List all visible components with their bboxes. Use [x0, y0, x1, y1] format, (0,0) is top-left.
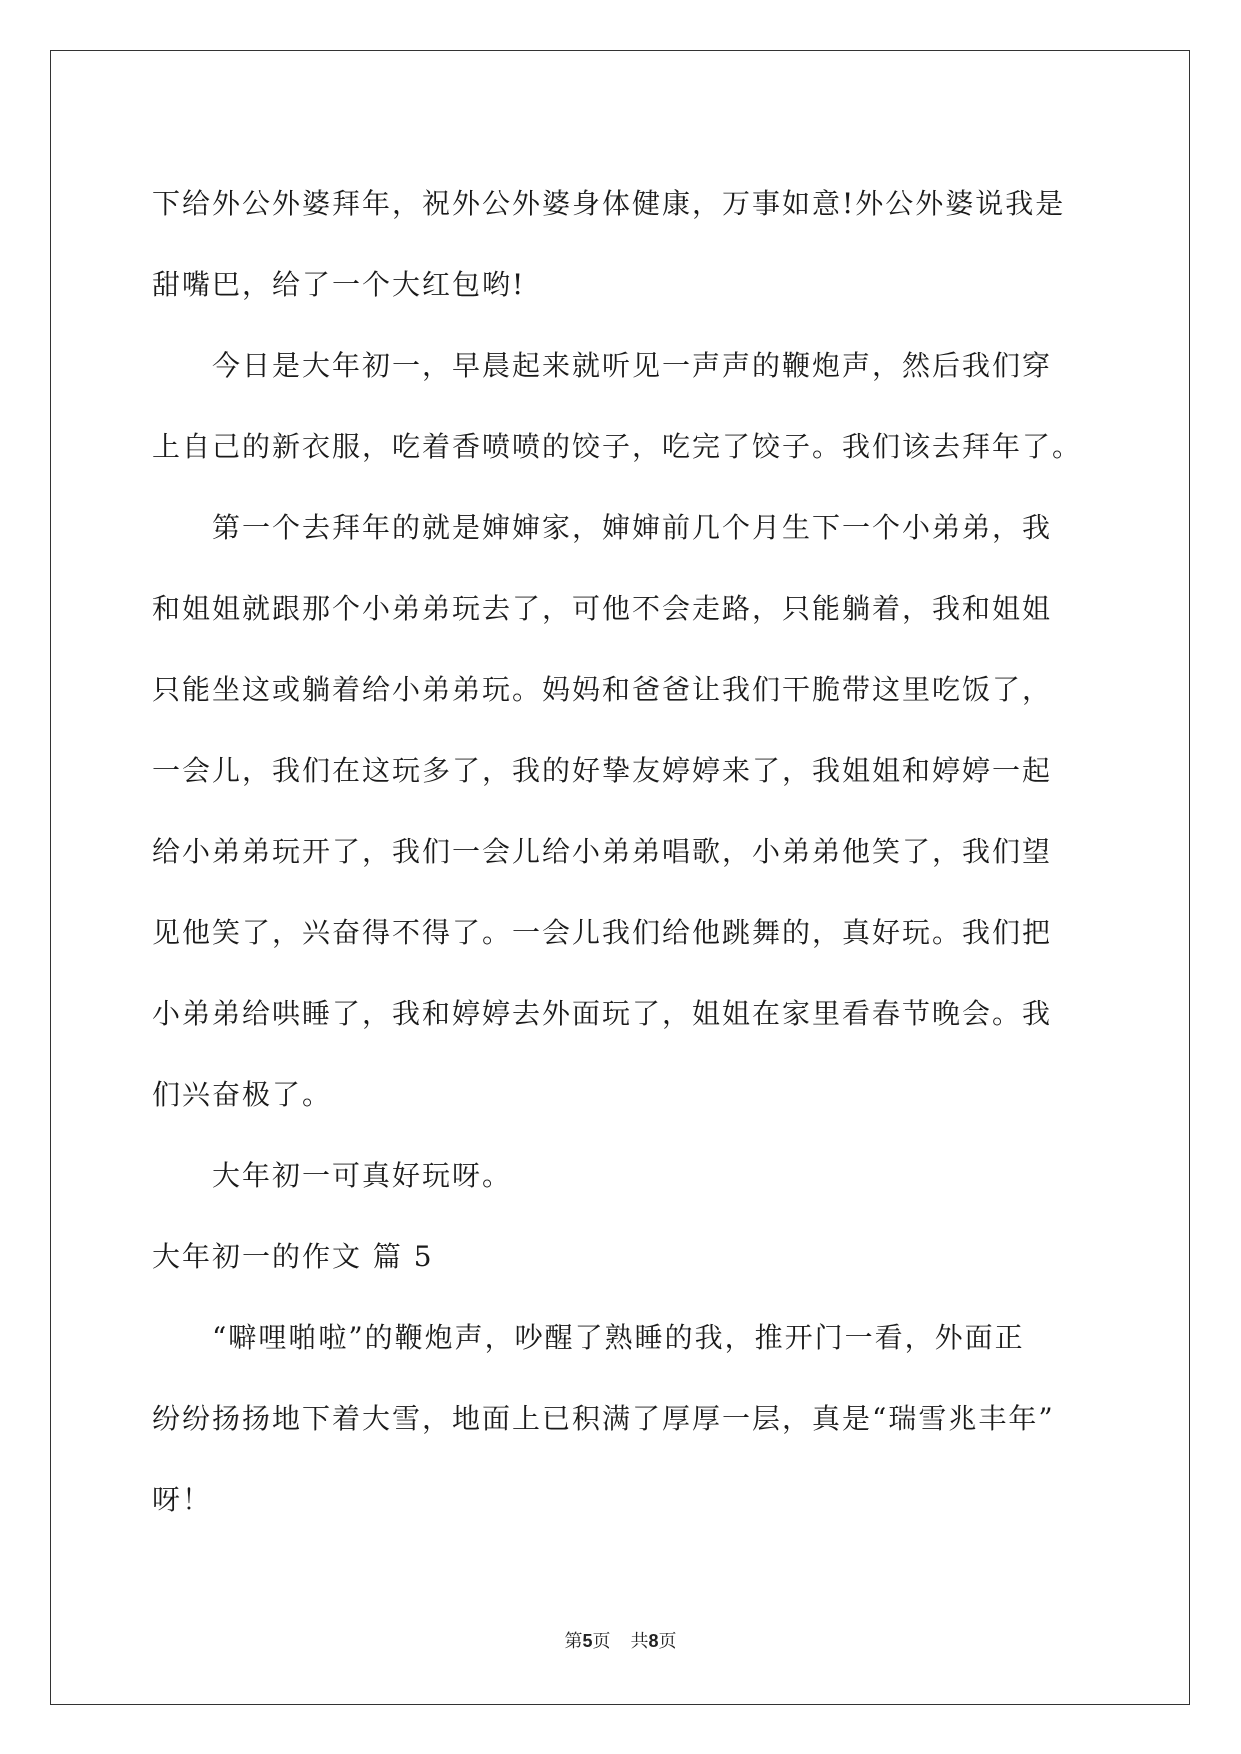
- footer-total-prefix: 共: [630, 1631, 649, 1652]
- footer-page-suffix: 页: [592, 1631, 611, 1652]
- text-line: 纷纷扬扬地下着大雪，地面上已积满了厚厚一层，真是“瑞雪兆丰年”: [152, 1402, 1055, 1435]
- current-page-number: 5: [582, 1631, 593, 1651]
- text-line: 见他笑了，兴奋得不得了。一会儿我们给他跳舞的，真好玩。我们把: [152, 916, 1053, 949]
- text-line: 只能坐这或躺着给小弟弟玩。妈妈和爸爸让我们干脆带这里吃饭了，: [152, 673, 1053, 706]
- text-line: 今日是大年初一，早晨起来就听见一声声的鞭炮声，然后我们穿: [212, 349, 1053, 382]
- total-page-number: 8: [648, 1631, 659, 1651]
- text-line: 给小弟弟玩开了，我们一会儿给小弟弟唱歌，小弟弟他笑了，我们望: [152, 835, 1053, 868]
- text-line: 们兴奋极了。: [152, 1078, 333, 1111]
- text-line: “噼哩啪啦”的鞭炮声，吵醒了熟睡的我，推开门一看，外面正: [212, 1321, 1025, 1354]
- text-line: 大年初一可真好玩呀。: [212, 1159, 513, 1192]
- text-line: 上自己的新衣服，吃着香喷喷的饺子，吃完了饺子。我们该去拜年了。: [152, 430, 1083, 463]
- text-line: 第一个去拜年的就是婶婶家，婶婶前几个月生下一个小弟弟，我: [212, 511, 1053, 544]
- text-line: 和姐姐就跟那个小弟弟玩去了，可他不会走路，只能躺着，我和姐姐: [152, 592, 1053, 625]
- text-line: 小弟弟给哄睡了，我和婷婷去外面玩了，姐姐在家里看春节晚会。我: [152, 997, 1053, 1030]
- text-line: 甜嘴巴，给了一个大红包哟!: [152, 268, 526, 301]
- section-heading: 大年初一的作文 篇 5: [152, 1240, 434, 1273]
- page-footer: [0, 1627, 1241, 1653]
- text-line: 下给外公外婆拜年，祝外公外婆身体健康，万事如意!外公外婆说我是: [152, 187, 1066, 220]
- text-line: 呀！: [152, 1483, 213, 1516]
- footer-total-suffix: 页: [658, 1631, 677, 1652]
- footer-prefix: 第: [564, 1631, 583, 1652]
- document-body: [152, 163, 1092, 1540]
- text-line: 一会儿，我们在这玩多了，我的好挚友婷婷来了，我姐姐和婷婷一起: [152, 754, 1053, 787]
